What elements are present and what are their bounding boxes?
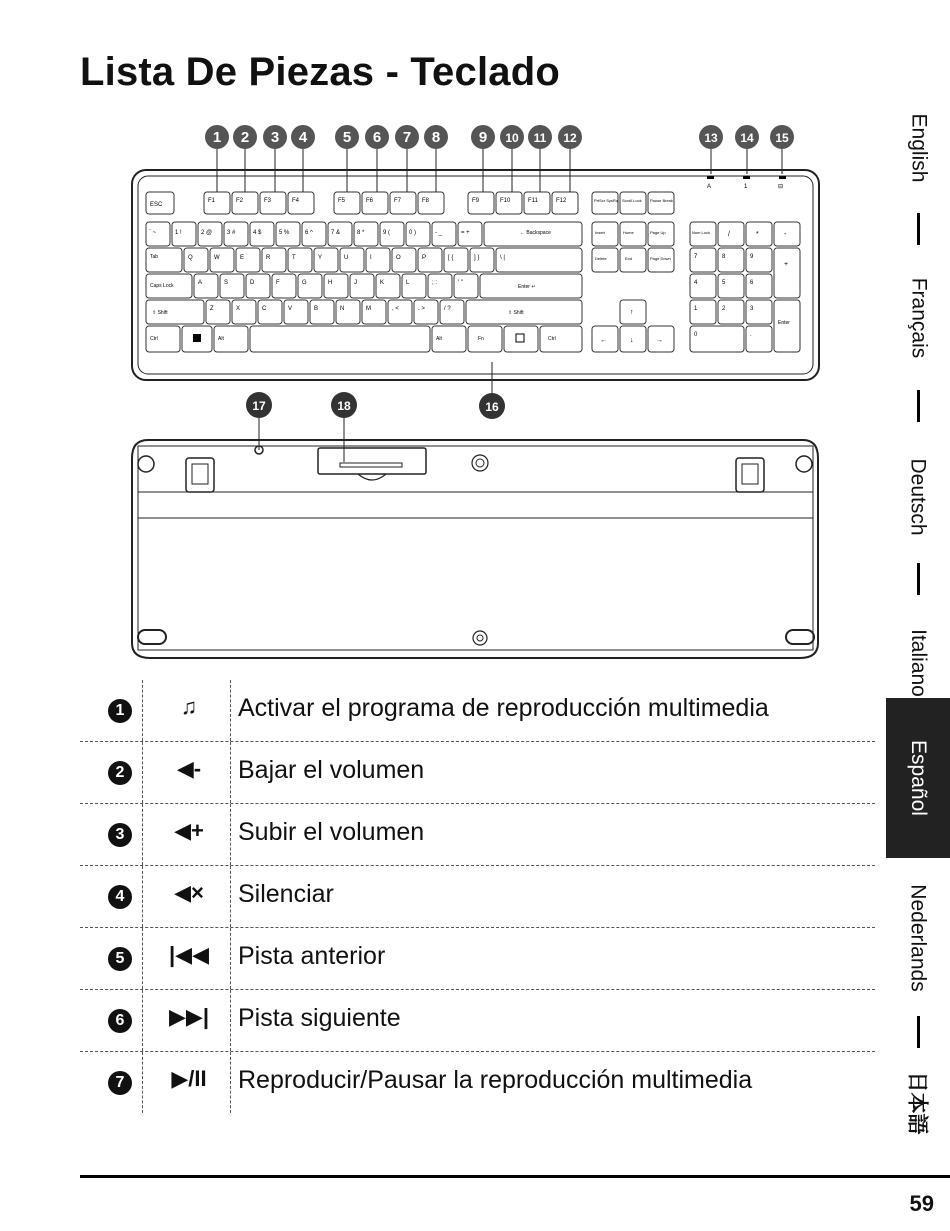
svg-text:1: 1	[744, 184, 748, 190]
divider	[142, 680, 143, 741]
divider	[230, 928, 231, 989]
svg-text:10: 10	[505, 131, 519, 145]
callout-5	[335, 125, 359, 149]
key-label: ESC	[150, 202, 163, 208]
function-key-group-2	[334, 192, 444, 214]
lang-tab-english[interactable]	[886, 88, 950, 208]
svg-text:F9: F9	[472, 198, 480, 204]
svg-text:.: .	[750, 332, 752, 338]
svg-text:B: B	[314, 306, 319, 312]
lang-tab-label: Français	[907, 277, 930, 359]
svg-text:Tab: Tab	[150, 254, 159, 260]
callout-6	[365, 125, 389, 149]
svg-text:9: 9	[478, 129, 488, 146]
svg-text:7 &: 7 &	[331, 230, 341, 236]
svg-text:= +: = +	[461, 230, 470, 236]
svg-text:O: O	[396, 255, 401, 261]
svg-text:7: 7	[402, 129, 412, 146]
callout-18	[331, 392, 357, 418]
svg-text:F11: F11	[528, 198, 538, 204]
bottom-letter-row	[146, 300, 582, 324]
lang-tab-espanol[interactable]	[886, 698, 950, 858]
svg-text:L: L	[406, 280, 410, 286]
callout-2	[233, 125, 257, 149]
svg-text:4: 4	[694, 280, 698, 286]
legend-number: 6	[108, 1009, 132, 1033]
key-grid	[146, 176, 800, 352]
svg-text:8: 8	[722, 254, 726, 260]
svg-text:Page Down: Page Down	[650, 256, 671, 261]
callout-1	[205, 125, 229, 149]
svg-text:0 ): 0 )	[409, 230, 417, 236]
divider	[917, 213, 920, 245]
svg-text:A: A	[198, 280, 203, 286]
lang-tab-francais[interactable]	[886, 248, 950, 388]
previous-track-icon: |◀◀	[169, 942, 209, 967]
svg-text:] }: ] }	[474, 255, 480, 261]
lang-tab-nederlands[interactable]	[886, 863, 950, 1013]
legend-row	[80, 804, 875, 866]
divider	[230, 804, 231, 865]
svg-text:7: 7	[694, 254, 698, 260]
legend-description: Pista anterior	[238, 942, 386, 970]
svg-text:Q: Q	[188, 255, 193, 261]
key-esc	[146, 192, 174, 214]
svg-text:3 #: 3 #	[227, 230, 236, 236]
svg-text:- _: - _	[435, 230, 443, 236]
divider	[142, 990, 143, 1051]
svg-text:G: G	[302, 280, 307, 286]
svg-text:R: R	[266, 255, 271, 261]
legend-number: 3	[108, 823, 132, 847]
svg-text:; :: ; :	[432, 280, 438, 286]
svg-text:U: U	[344, 255, 349, 261]
svg-text:12: 12	[563, 131, 577, 145]
legend-number: 2	[108, 761, 132, 785]
svg-text:Ctrl: Ctrl	[548, 336, 556, 342]
legend-description: Pista siguiente	[238, 1004, 401, 1032]
legend-row	[80, 928, 875, 990]
svg-text:0: 0	[694, 332, 698, 338]
divider	[142, 742, 143, 803]
callout-3	[263, 125, 287, 149]
svg-text:2: 2	[722, 306, 726, 312]
svg-text:F: F	[276, 280, 280, 286]
svg-text:S: S	[224, 280, 229, 286]
music-icon: ♫	[180, 694, 198, 719]
callout-8	[424, 125, 448, 149]
mute-icon: ◀×	[174, 880, 204, 905]
callout-15	[770, 125, 794, 149]
svg-text:9: 9	[750, 254, 754, 260]
divider	[230, 866, 231, 927]
divider	[142, 866, 143, 927]
svg-text:Pause Break: Pause Break	[650, 198, 673, 203]
svg-text:A: A	[707, 184, 712, 190]
svg-text:Z: Z	[210, 306, 214, 312]
divider	[230, 680, 231, 741]
svg-text:→: →	[656, 337, 663, 344]
svg-text:End: End	[625, 256, 633, 261]
svg-text:PrtScr SysRq: PrtScr SysRq	[594, 198, 619, 203]
svg-text:[ {: [ {	[448, 255, 454, 261]
legend-row	[80, 1052, 875, 1113]
svg-text:3: 3	[270, 129, 280, 146]
footer-rule	[80, 1175, 950, 1178]
divider	[230, 990, 231, 1051]
svg-text:I: I	[370, 255, 372, 261]
svg-text:/: /	[728, 231, 730, 238]
navigation-cluster	[592, 222, 674, 352]
svg-text:-: -	[784, 231, 787, 238]
lang-tab-label: Italiano	[907, 629, 930, 697]
svg-text:5: 5	[342, 129, 352, 146]
indicator-leds	[707, 176, 786, 190]
svg-text:Page Up: Page Up	[650, 230, 666, 235]
svg-text:13: 13	[704, 131, 718, 145]
svg-text:, <: , <	[392, 306, 399, 312]
svg-text:M: M	[366, 306, 371, 312]
legend-row	[80, 990, 875, 1052]
divider	[917, 563, 920, 595]
svg-text:Enter: Enter	[778, 320, 790, 326]
lang-tab-label: English	[907, 113, 931, 183]
svg-text:17: 17	[252, 399, 266, 413]
svg-text:6: 6	[750, 280, 754, 286]
svg-text:+: +	[784, 261, 789, 268]
divider	[917, 390, 920, 422]
svg-text:Alt: Alt	[436, 336, 442, 342]
lang-tab-label: Deutsch	[907, 458, 931, 536]
svg-text:F4: F4	[292, 198, 300, 204]
svg-text:6 ^: 6 ^	[305, 230, 313, 236]
callout-9	[471, 125, 495, 149]
svg-text:2 @: 2 @	[201, 230, 213, 236]
svg-text:↓: ↓	[630, 337, 634, 344]
legend-number: 5	[108, 947, 132, 971]
divider	[142, 804, 143, 865]
svg-text:/ ?: / ?	[444, 306, 451, 312]
svg-text:Alt: Alt	[218, 336, 224, 342]
divider	[230, 742, 231, 803]
svg-text:H: H	[328, 280, 333, 286]
svg-text:F2: F2	[236, 198, 244, 204]
svg-text:Home: Home	[623, 230, 634, 235]
legend-description: Silenciar	[238, 880, 334, 908]
svg-text:*: *	[756, 231, 759, 238]
legend-row	[80, 866, 875, 928]
svg-text:D: D	[250, 280, 255, 286]
callout-17	[246, 392, 272, 418]
divider	[230, 1052, 231, 1113]
svg-text:Insert: Insert	[595, 230, 606, 235]
svg-text:F12: F12	[556, 198, 567, 204]
svg-text:V: V	[288, 306, 293, 312]
callout-11	[528, 125, 552, 149]
svg-text:J: J	[354, 280, 357, 286]
keyboard-diagram	[128, 118, 823, 663]
callout-16	[479, 393, 505, 419]
legend-number: 1	[108, 699, 132, 723]
svg-text:4: 4	[298, 129, 308, 146]
svg-text:⇧ Shift: ⇧ Shift	[508, 310, 524, 316]
svg-text:5 %: 5 %	[279, 230, 290, 236]
legend-table	[80, 680, 875, 1113]
svg-text:P: P	[422, 255, 427, 261]
svg-text:' ": ' "	[458, 280, 463, 286]
svg-text:\ |: \ |	[500, 255, 505, 261]
svg-text:←: ←	[600, 337, 607, 344]
svg-text:Fn: Fn	[478, 336, 484, 342]
legend-number: 7	[108, 1071, 132, 1095]
svg-text:F6: F6	[366, 198, 374, 204]
callout-7	[395, 125, 419, 149]
home-row	[146, 274, 582, 298]
lang-tab-label: 日本語	[905, 1071, 928, 1135]
divider	[142, 1052, 143, 1113]
lang-tab-label: Nederlands	[907, 884, 930, 992]
divider	[142, 928, 143, 989]
svg-text:K: K	[380, 280, 385, 286]
svg-text:Num Lock: Num Lock	[692, 230, 711, 235]
svg-text:F7: F7	[394, 198, 402, 204]
legend-description: Bajar el volumen	[238, 756, 425, 784]
svg-text:F3: F3	[264, 198, 272, 204]
svg-text:W: W	[214, 255, 220, 261]
svg-text:3: 3	[750, 306, 754, 312]
svg-text:Scroll Lock: Scroll Lock	[622, 198, 642, 203]
lang-tab-deutsch[interactable]	[886, 426, 950, 568]
svg-text:⇧ Shift: ⇧ Shift	[152, 310, 168, 316]
svg-text:1: 1	[694, 306, 698, 312]
play-pause-icon: ▶/II	[171, 1066, 207, 1091]
keyboard-bottom-view	[132, 440, 818, 658]
legend-description: Activar el programa de reproducción multimedia	[238, 694, 769, 722]
svg-text:4 $: 4 $	[253, 230, 262, 236]
legend-description: Subir el volumen	[238, 818, 425, 846]
system-key-group	[592, 192, 674, 214]
legend-row	[80, 680, 875, 742]
svg-text:1 !: 1 !	[175, 230, 182, 236]
svg-text:11: 11	[533, 131, 547, 145]
svg-text:F1: F1	[208, 198, 216, 204]
next-track-icon: ▶▶|	[169, 1004, 209, 1029]
legend-description: Reproducir/Pausar la reproducción multimedia	[238, 1066, 753, 1094]
svg-text:Ctrl: Ctrl	[150, 336, 158, 342]
qwerty-row	[146, 248, 582, 272]
legend-row	[80, 742, 875, 804]
lang-tab-label: Español	[907, 740, 931, 816]
callout-12	[558, 125, 582, 149]
function-key-group-3	[468, 192, 578, 214]
svg-text:E: E	[240, 255, 245, 261]
page-number: 59	[909, 1191, 934, 1216]
page-title: Lista De Piezas - Teclado	[80, 50, 560, 94]
svg-text:` ~: ` ~	[149, 230, 157, 236]
svg-text:N: N	[340, 306, 345, 312]
svg-text:1: 1	[212, 129, 222, 146]
svg-text:Delete: Delete	[595, 256, 607, 261]
svg-text:X: X	[236, 306, 241, 312]
svg-text:15: 15	[775, 131, 789, 145]
function-key-group-1	[204, 192, 314, 214]
svg-text:Enter ↵: Enter ↵	[518, 284, 536, 290]
callout-10	[500, 125, 524, 149]
svg-text:T: T	[292, 255, 296, 261]
svg-text:F8: F8	[422, 198, 430, 204]
svg-text:9 (: 9 (	[383, 230, 391, 236]
volume-up-icon: ◀+	[174, 818, 204, 843]
callout-4	[291, 125, 315, 149]
svg-text:16: 16	[485, 400, 499, 414]
svg-text:6: 6	[372, 129, 382, 146]
svg-text:14: 14	[740, 131, 754, 145]
svg-text:Y: Y	[318, 255, 323, 261]
svg-text:2: 2	[240, 129, 250, 146]
svg-text:. >: . >	[418, 306, 425, 312]
divider	[917, 1016, 920, 1048]
numpad	[690, 222, 800, 352]
volume-down-icon: ◀-	[176, 756, 202, 781]
modifier-row	[146, 326, 582, 352]
svg-text:⊟: ⊟	[778, 184, 784, 190]
number-row	[146, 222, 582, 246]
svg-text:C: C	[262, 306, 267, 312]
svg-text:18: 18	[337, 399, 351, 413]
callout-13	[699, 125, 723, 149]
legend-number: 4	[108, 885, 132, 909]
svg-text:Caps Lock: Caps Lock	[150, 283, 174, 289]
lang-tab-japanese[interactable]	[886, 1053, 950, 1153]
svg-text:5: 5	[722, 280, 726, 286]
svg-text:8 *: 8 *	[357, 230, 365, 236]
svg-text:↑: ↑	[630, 309, 634, 316]
svg-text:F10: F10	[500, 198, 511, 204]
svg-text:F5: F5	[338, 198, 346, 204]
svg-text:8: 8	[431, 129, 441, 146]
callout-14	[735, 125, 759, 149]
svg-text:← Backspace: ← Backspace	[520, 230, 551, 236]
